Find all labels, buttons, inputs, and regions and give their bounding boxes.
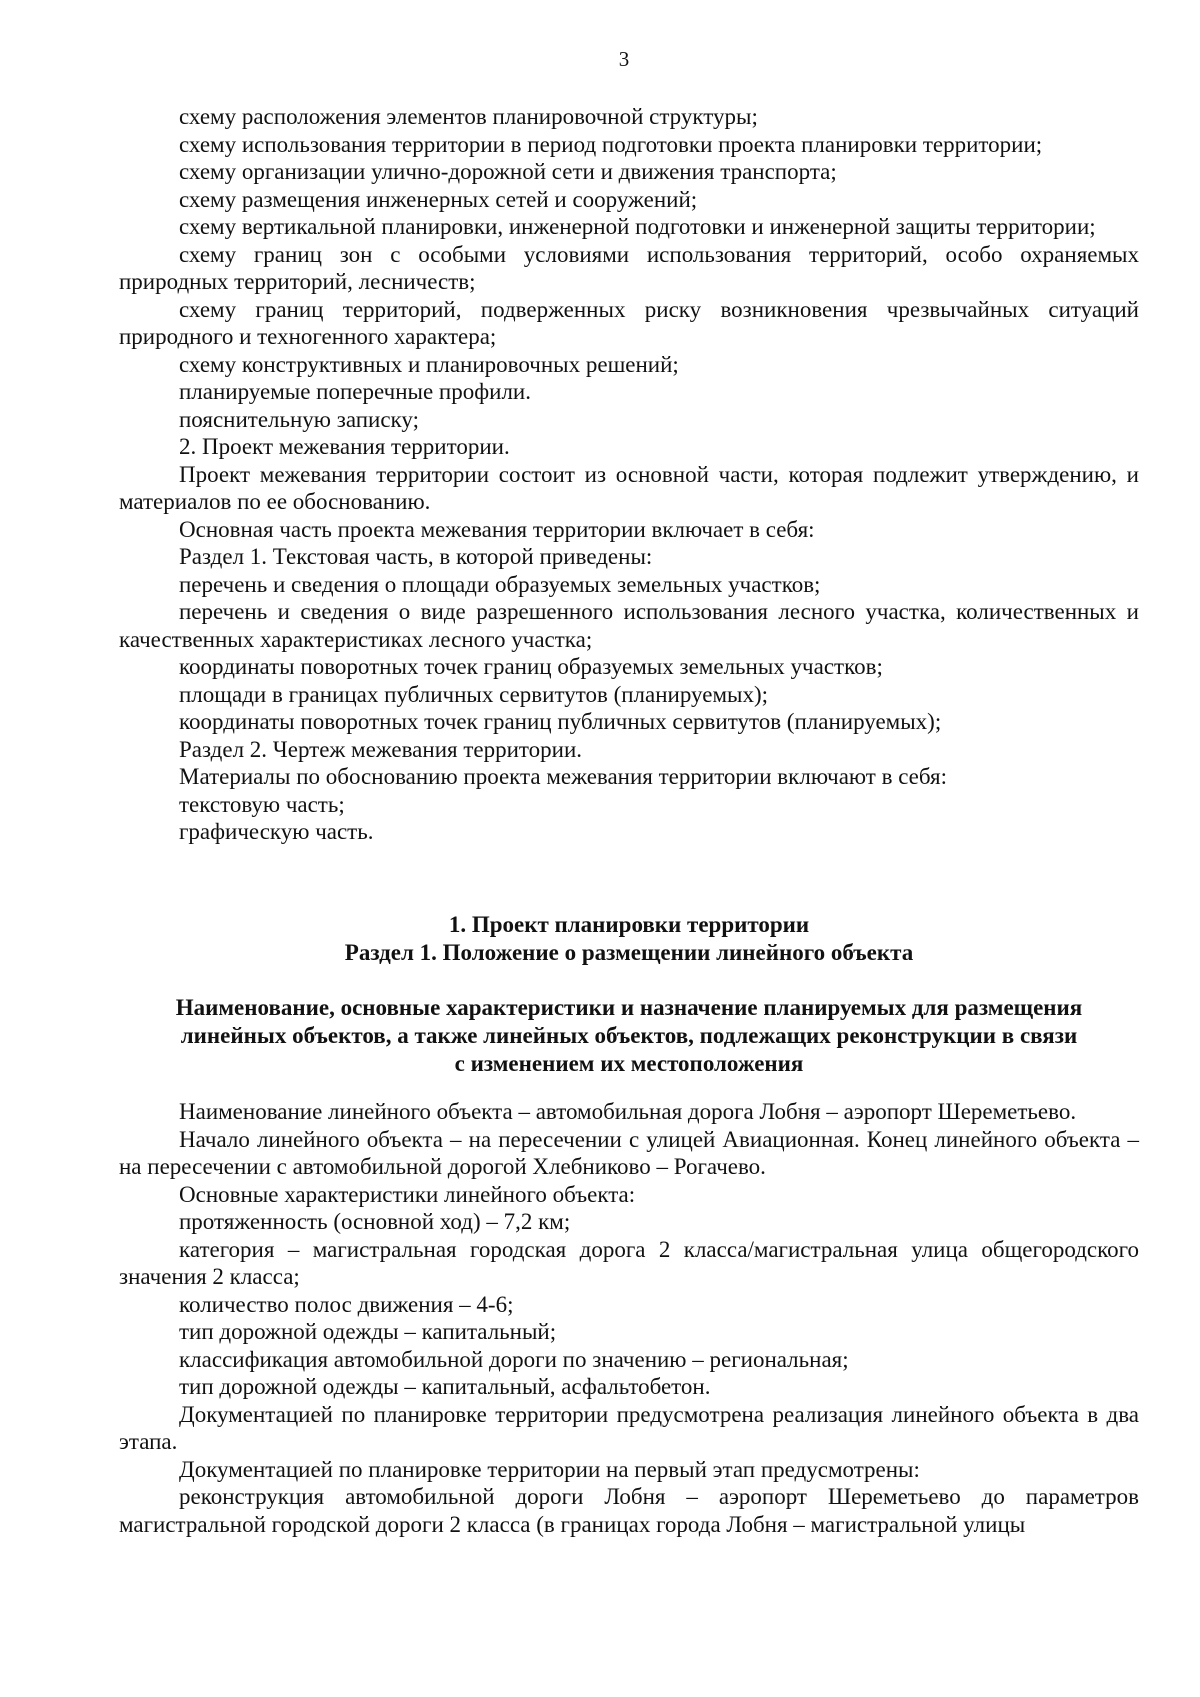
paragraph: текстовую часть; (179, 791, 345, 817)
paragraph: схему расположения элементов планировочной структуры; (179, 104, 758, 129)
topic-heading-line: линейных объектов, а также линейных объектов, подлежащих реконструкции в связи (180, 1023, 1078, 1048)
paragraph: тип дорожной одежды – капитальный; (179, 1319, 557, 1344)
paragraph: тип дорожной одежды – капитальный, асфальтобетон. (179, 1374, 711, 1399)
paragraph: Раздел 2. Чертеж межевания территории. (179, 736, 583, 762)
paragraph: схему вертикальной планировки, инженерной подготовки и инженерной защиты территории; (179, 214, 1096, 239)
paragraph: схему использования территории в период подготовки проекта планировки территории; (179, 131, 1043, 157)
paragraph: Раздел 1. Текстовая часть, в которой приведены: (179, 544, 653, 569)
paragraph: схему размещения инженерных сетей и сооружений; (179, 186, 698, 212)
paragraph: планируемые поперечные профили. (179, 379, 531, 404)
paragraph: схему границ зон с особыми условиями использования территорий, особо охраняемых природных территорий, лесничеств; (119, 241, 1139, 294)
paragraph: Наименование линейного объекта – автомобильная дорога Лобня – аэропорт Шереметьево. (179, 1099, 1077, 1124)
paragraph: пояснительную записку; (179, 406, 419, 432)
page-number: 3 (618, 47, 630, 71)
paragraph: графическую часть. (179, 819, 374, 844)
paragraph: Документацией по планировке территории предусмотрена реализация линейного объекта в два этапа. (119, 1401, 1139, 1454)
paragraph: площади в границах публичных сервитутов (планируемых); (179, 681, 769, 707)
paragraph: Материалы по обоснованию проекта межевания территории включают в себя: (179, 764, 947, 789)
paragraph: классификация автомобильной дороги по значению – региональная; (179, 1346, 849, 1372)
paragraph: протяженность (основной ход) – 7,2 км; (179, 1209, 571, 1234)
paragraph: схему границ территорий, подверженных риску возникновения чрезвычайных ситуаций природного и техногенного характера; (119, 296, 1139, 349)
section-headings (119, 911, 1139, 967)
paragraph: 2. Проект межевания территории. (179, 434, 510, 459)
paragraph: Основные характеристики линейного объекта: (179, 1181, 636, 1207)
subsection-heading: Раздел 1. Положение о размещении линейного объекта (344, 940, 914, 965)
paragraph: координаты поворотных точек границ образуемых земельных участков; (179, 654, 883, 679)
text-block-bottom (119, 1098, 1139, 1538)
paragraph: Основная часть проекта межевания территории включает в себя: (179, 516, 815, 542)
paragraph: перечень и сведения о виде разрешенного использования лесного участка, количественных и качественных характеристиках лесного участка; (119, 599, 1139, 652)
text-block-top (119, 103, 1139, 846)
paragraph: Проект межевания территории состоит из основной части, которая подлежит утверждению, и материалов по ее обоснованию. (119, 461, 1139, 514)
topic-heading-line: Наименование, основные характеристики и назначение планируемых для размещения (175, 995, 1083, 1020)
paragraph: схему организации улично-дорожной сети и движения транспорта; (179, 159, 837, 184)
paragraph: количество полос движения – 4-6; (179, 1291, 514, 1317)
paragraph: перечень и сведения о площади образуемых земельных участков; (179, 571, 821, 597)
section-heading: 1. Проект планировки территории (448, 912, 810, 937)
paragraph: схему конструктивных и планировочных решений; (179, 351, 679, 377)
paragraph: реконструкция автомобильной дороги Лобня – аэропорт Шереметьево до параметров магистральной городской дороги 2 класса (в границах города Лобня – магистральной улицы (119, 1484, 1139, 1537)
paragraph: Начало линейного объекта – на пересечении с улицей Авиационная. Конец линейного объекта – на пересечении с автомобильной дорогой Хлебниково – Рогачево. (119, 1126, 1139, 1179)
paragraph: Документацией по планировке территории на первый этап предусмотрены: (179, 1456, 920, 1482)
paragraph: координаты поворотных точек границ публичных сервитутов (планируемых); (179, 709, 942, 734)
topic-heading (119, 994, 1139, 1078)
topic-heading-line: с изменением их местоположения (454, 1051, 804, 1076)
paragraph: категория – магистральная городская дорога 2 класса/магистральная улица общегородского значения 2 класса; (119, 1236, 1139, 1289)
